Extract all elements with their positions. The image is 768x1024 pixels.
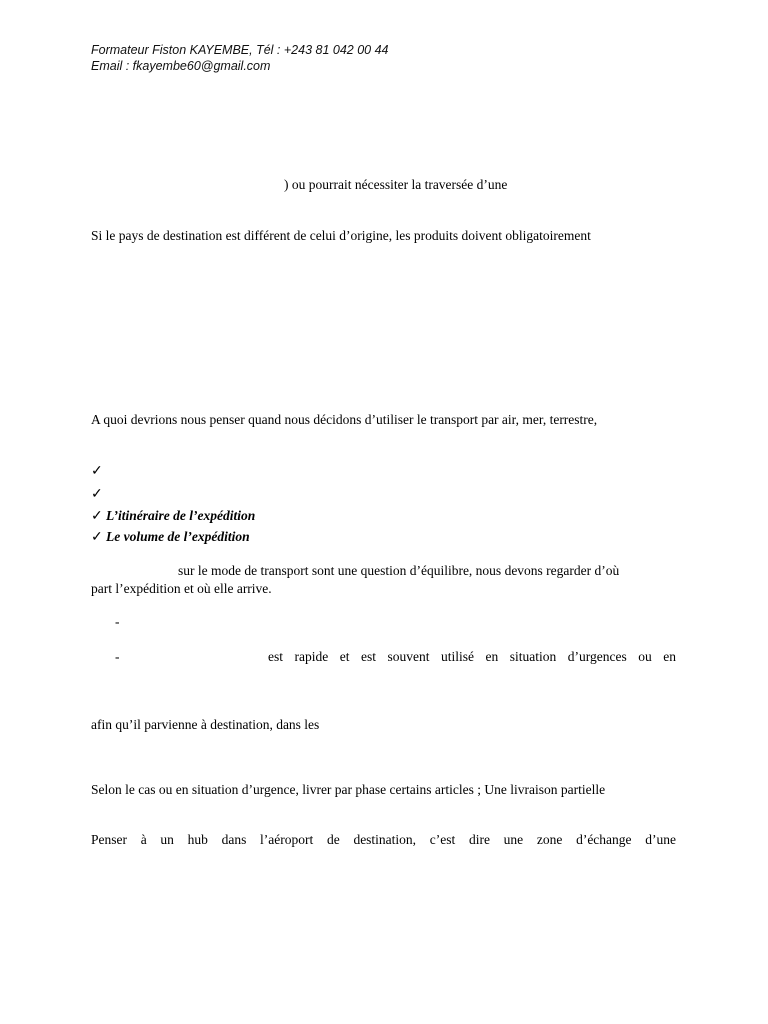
checklist-item-2 (91, 485, 106, 503)
checklist-item-text: Le volume de l’expédition (106, 529, 250, 544)
paragraph-transport-mode-line2: part l’expédition et où elle arrive. (91, 581, 272, 596)
paragraph-airport-hub: Penser à un hub dans l’aéroport de destination, c’est dire une zone d’échange d’une (91, 832, 676, 847)
checkmark-icon: ✓ (91, 464, 103, 479)
author-contact: Formateur Fiston KAYEMBE, Tél : +243 81 042 00 44 (91, 43, 389, 57)
paragraph-partial-delivery: Selon le cas ou en situation d’urgence, livrer par phase certains articles ; Une livraison partielle (91, 782, 606, 797)
document-header (91, 42, 389, 74)
checklist-item-1 (91, 462, 106, 480)
author-email: Email : fkayembe60@gmail.com (91, 59, 271, 73)
list-dash-2: - (115, 649, 120, 664)
checklist-item-3 (91, 507, 255, 525)
checkmark-icon: ✓ (91, 530, 103, 545)
list-dash-1: - (115, 614, 120, 629)
checklist-item-text: L’itinéraire de l’expédition (106, 508, 256, 523)
checkmark-icon: ✓ (91, 509, 103, 524)
paragraph-air-transport: est rapide et est souvent utilisé en situation d’urgences ou en (268, 649, 676, 664)
paragraph-transport-question: A quoi devrions nous penser quand nous décidons d’utiliser le transport par air, mer, terrestre, (91, 412, 598, 427)
paragraph-destination-country: Si le pays de destination est différent de celui d’origine, les produits doivent obligatoirement (91, 228, 591, 243)
checkmark-icon: ✓ (91, 487, 103, 502)
paragraph-reach-destination: afin qu’il parvienne à destination, dans les (91, 717, 320, 732)
checklist-item-4 (91, 528, 250, 546)
paragraph-fragment-crossing: ) ou pourrait nécessiter la traversée d’une (284, 177, 508, 192)
paragraph-transport-mode-line1: sur le mode de transport sont une question d’équilibre, nous devons regarder d’où (178, 563, 620, 578)
